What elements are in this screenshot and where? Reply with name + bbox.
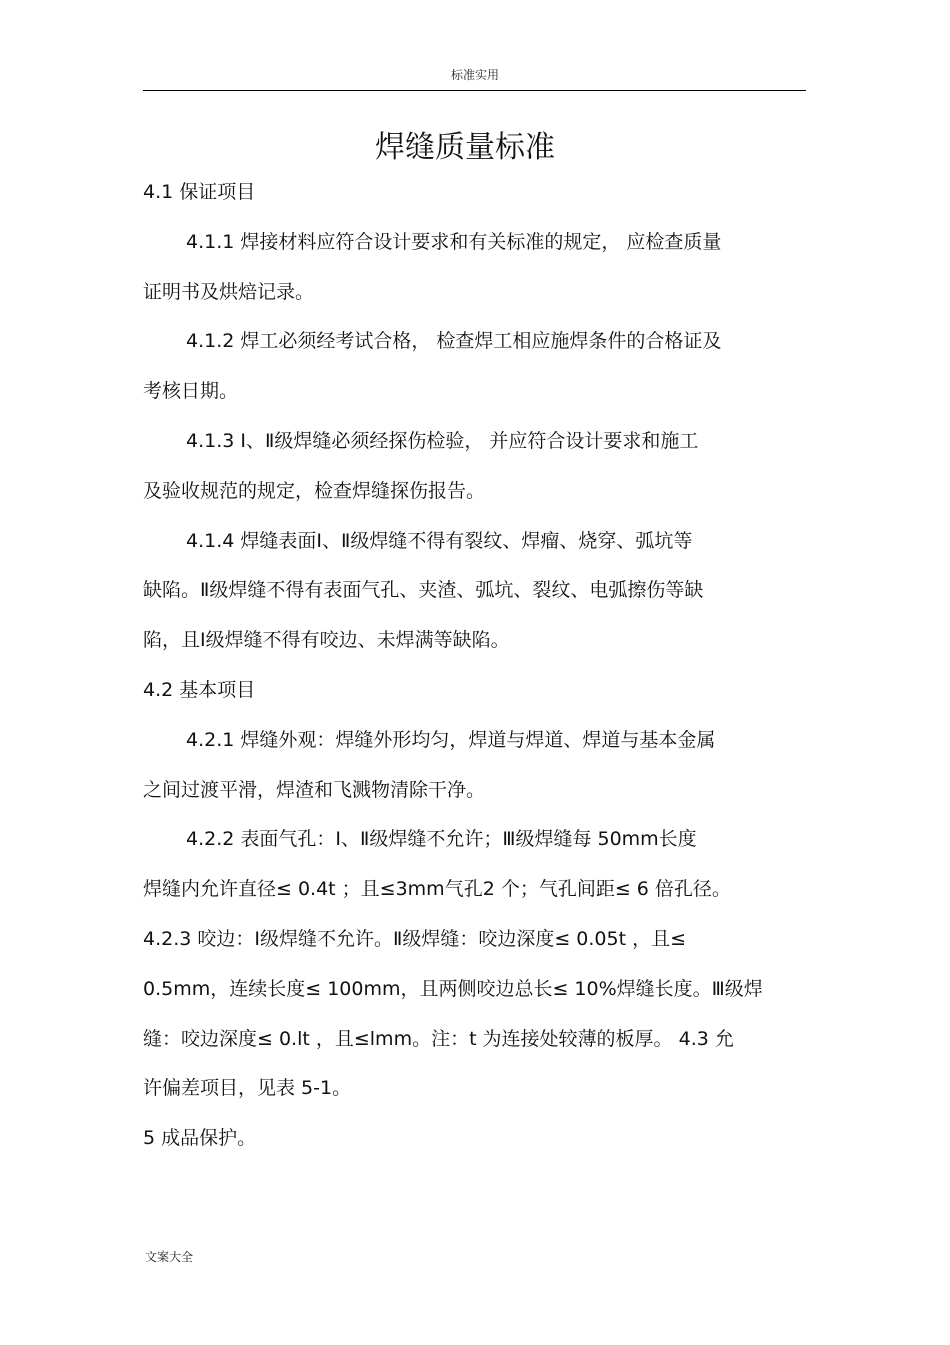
paragraph-line: 缝：咬边深度≤ 0.lt ，且≤lmm。注：t 为连接处较薄的板厚。 4.3 允 bbox=[143, 1027, 734, 1050]
paragraph-line: 焊缝内允许直径≤ 0.4t ；且≤3mm气孔2 个；气孔间距≤ 6 倍孔径。 bbox=[143, 878, 731, 901]
paragraph-line: 4.1.4 焊缝表面Ⅰ、Ⅱ级焊缝不得有裂纹、焊瘤、烧穿、弧坑等 bbox=[186, 529, 693, 552]
document-body bbox=[143, 177, 808, 1173]
paragraph-line: 4.1.2 焊工必须经考试合格， 检查焊工相应施焊条件的合格证及 bbox=[186, 330, 722, 353]
section-heading-4-1: 4.1 保证项目 bbox=[143, 181, 256, 203]
document-title: 焊缝质量标准 bbox=[375, 130, 555, 165]
paragraph-line: 及验收规范的规定，检查焊缝探伤报告。 bbox=[143, 479, 486, 502]
paragraph-line: 之间过渡平滑，焊渣和飞溅物清除干净。 bbox=[143, 778, 486, 801]
paragraph-line: 4.2.2 表面气孔：Ⅰ、Ⅱ级焊缝不允许；Ⅲ级焊缝每 50mm长度 bbox=[186, 828, 697, 851]
page-header-text: 标准实用 bbox=[450, 68, 499, 82]
header-divider bbox=[143, 90, 806, 91]
paragraph-line: 4.2.1 焊缝外观：焊缝外形均匀，焊道与焊道、焊道与基本金属 bbox=[186, 728, 716, 751]
paragraph-line: 陷，且Ⅰ级焊缝不得有咬边、未焊满等缺陷。 bbox=[143, 629, 510, 652]
paragraph-line: 许偏差项目，见表 5-1。 bbox=[143, 1077, 352, 1100]
paragraph-line: 0.5mm，连续长度≤ 100mm，且两侧咬边总长≤ 10%焊缝长度。Ⅲ级焊 bbox=[143, 977, 763, 1000]
section-heading-5: 5 成品保护。 bbox=[143, 1127, 257, 1150]
section-heading-4-2: 4.2 基本项目 bbox=[143, 678, 256, 701]
paragraph-line: 4.1.3 Ⅰ、Ⅱ级焊缝必须经探伤检验， 并应符合设计要求和施工 bbox=[186, 429, 699, 452]
paragraph-line: 4.2.3 咬边：Ⅰ级焊缝不允许。Ⅱ级焊缝：咬边深度≤ 0.05t ，且≤ bbox=[143, 927, 687, 950]
paragraph-line: 考核日期。 bbox=[143, 380, 239, 403]
page-footer-text: 文案大全 bbox=[145, 1250, 194, 1264]
paragraph-line: 4.1.1 焊接材料应符合设计要求和有关标准的规定， 应检查质量 bbox=[186, 230, 722, 253]
paragraph-line: 缺陷。Ⅱ级焊缝不得有表面气孔、夹渣、弧坑、裂纹、电弧擦伤等缺 bbox=[143, 579, 704, 602]
paragraph-line: 证明书及烘焙记录。 bbox=[143, 280, 315, 303]
